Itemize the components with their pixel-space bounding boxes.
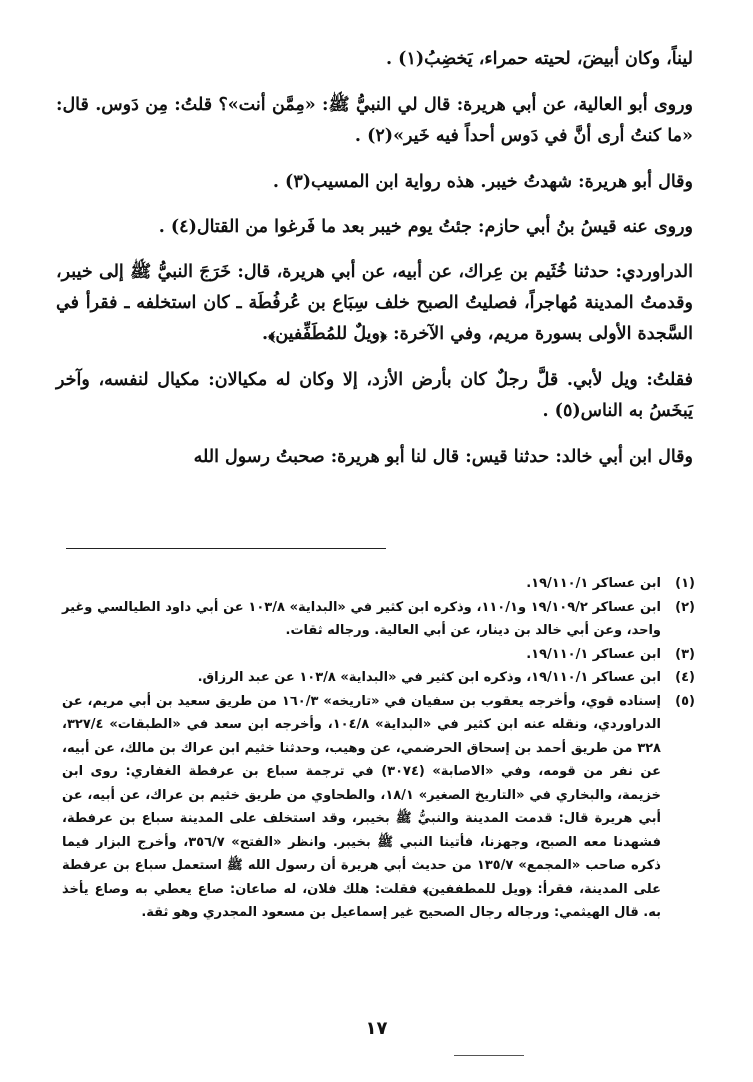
page-number: ١٧: [365, 1018, 388, 1039]
paragraph-ibn-abi-khalid: وقال ابن أبي خالد: حدثنا قيس: قال لنا أبو هريرة: صحبتُ رسول الله: [193, 447, 693, 467]
footnotes-list: [62, 572, 695, 925]
footnote-number: (٢): [675, 599, 695, 615]
footnote-number: (٥): [675, 693, 695, 709]
footnote-number: (١): [675, 576, 695, 591]
paragraph-woe-to-my-father: فقلتُ: ويل لأبي. قلَّ رجلٌ كان بأرض الأزد، إلا وكان له مكيالان: مكيال لنفسه، وآخر يَبخَسُ به الناس(٥) .: [56, 370, 693, 421]
paragraph-hair-description: ليناً، وكان أبيضَ، لحيته حمراء، يَخضِبُ(١) .: [386, 49, 693, 69]
footnote: [62, 572, 695, 596]
footnote-text: ابن عساكر ١٩/١١٠/١.: [526, 576, 661, 591]
footnote-text: ابن عساكر ١٩/١٠٩/٢ و١١٠/١، وذكره ابن كثير في «البداية» ١٠٣/٨ عن أبي داود الطيالسي وغير واحد، وعن أبي خالد بن دينار، عن أبي العالية. ورجاله ثقات.: [62, 599, 661, 638]
footnote-number: (٤): [675, 670, 695, 685]
main-text: [56, 44, 693, 488]
bottom-rule: [454, 1055, 524, 1056]
footnote: [62, 666, 695, 690]
paragraph-abu-aliya-narration: وروى أبو العالية، عن أبي هريرة: قال لي النبيُّ ﷺ: «مِمَّن أنت»؟ قلتُ: مِن دَوس. قال: «ما كنتُ أرى أنَّ في دَوس أحداً فيه خَير»(٢) .: [56, 95, 693, 146]
footnote-separator: [66, 548, 386, 549]
footnote: [62, 690, 695, 925]
footnote-number: (٣): [675, 646, 695, 662]
paragraph-qays-narration: وروى عنه قيسُ بنُ أبي حازم: جئتُ يوم خيبر بعد ما فَرغوا من القتال(٤) .: [158, 217, 693, 237]
footnote-text: إسناده قوي، وأخرجه يعقوب بن سفيان في «تاريخه» ١٦٠/٣ من طريق سعيد بن أبي مريم، عن الدراوردي، ونقله عنه ابن كثير في «البداية» ١٠٤/٨، وأخرجه ابن سعد في «الطبقات» ٣٢٧/٤، ٣٢٨ من طريق أحمد بن إسحاق الحرضمي، عن وهيب، وحدثنا خثيم ابن عراك بن مالك، عن أبيه، عن نفر من قومه، وفي «الاصابة» (٣٠٧٤) في ترجمة سباع بن عرفطة الغفاري: روى ابن خزيمة، والبخاري في «التاريخ الصغير» ١٨/١، والطحاوي من طريق خثيم بن عراك، عن أبيه، عن أبي هريرة قال: قدمت المدينة والنبيُّ ﷺ بخيبر، وقد استخلف على المدينة سباع بن عرفطة، فشهدنا معه الصبح، وجهزنا، فأتينا النبي ﷺ بخيبر. وانظر «الفتح» ٣٥٦/٧، وأخرج البزار فيما ذكره صاحب «المجمع» ١٣٥/٧ من حديث أبي هريرة أن رسول الله ﷺ استعمل سباع بن عرفطة على المدينة، فقرأ: ﴿ويل للمطففين﴾ فقلت: هلك فلان، له صاعان: صاع يعطي به وصاع يأخذ به. قال الهيثمي: ورجاله رجال الصحيح غير إسماعيل بن مسعود المجدري وهو ثقة.: [62, 693, 662, 920]
paragraph-witnessed-khaybar: وقال أبو هريرة: شهدتُ خيبر. هذه رواية ابن المسيب(٣) .: [272, 172, 693, 192]
footnote-text: ابن عساكر ١٩/١١٠/١، وذكره ابن كثير في «البداية» ١٠٣/٨ عن عبد الرزاق.: [197, 670, 661, 685]
paragraph-darawardi-narration: الدراوردي: حدثنا خُثَيم بن عِراك، عن أبيه، عن أبي هريرة، قال: خَرَجَ النبيُّ ﷺ إلى خيبر، وقدمتُ المدينة مُهاجراً، فصليتُ الصبح خلف سِبَاع بن عُرفُطَة ـ كان استخلفه ـ فقرأ في السَّجدة الأولى بسورة مريم، وفي الآخرة: ﴿ويلٌ للمُطَفِّفين﴾.: [56, 262, 693, 344]
footnote: [62, 643, 695, 667]
footnote-text: ابن عساكر ١٩/١١٠/١.: [526, 646, 661, 662]
footnote: [62, 596, 695, 643]
